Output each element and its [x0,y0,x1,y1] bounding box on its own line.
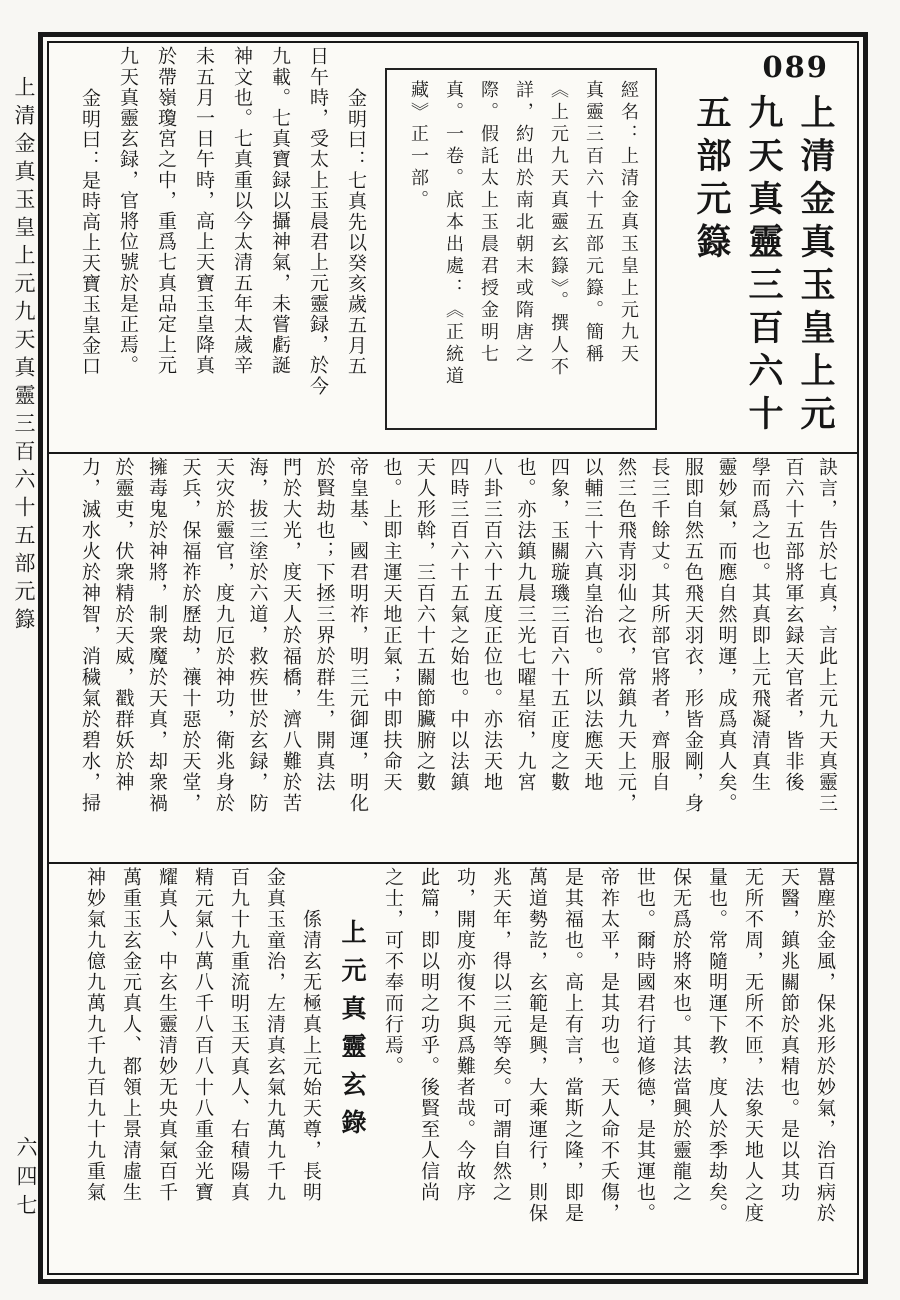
text-column: 於帶嶺瓊宮之中，重爲七真品定上元 [155,46,177,376]
colophon-column: 真靈三百六十五部元籙。簡稱 [583,80,604,366]
text-column: 金明曰：七真先以癸亥歲五月五 [345,88,367,377]
text-column: 四象，玉關璇璣三百六十五正度之數 [548,456,570,793]
colophon-column: 經名：上清金真玉皇上元九天 [618,80,639,366]
text-column: 神文也。七真重以今太清五年太歲辛 [231,46,253,376]
text-column: 八卦三百六十五度正位也。亦法天地 [481,456,503,793]
text-column: 萬道勢訖，玄範是興，大乘運行，則保 [526,867,548,1225]
colophon-column: 際。假託太上玉晨君授金明七 [478,80,499,366]
text-column: 於賢劫也；下拯三界於群生，開真法 [313,456,336,793]
register-top [49,43,857,454]
margin-running-title: 上清金真玉皇上元九天真靈三百六十五部元籙 [12,76,36,636]
text-column: 功，開度亦復不與爲難者哉。今故序 [454,867,476,1204]
text-column: 也。上即主運天地正氣；中即扶命天 [380,456,403,793]
text-column: 是其福也。高上有言，當斯之隆，即是 [562,867,584,1225]
text-column: 百六十五部將軍玄録天官者，皆非後 [782,456,805,793]
text-column: 兆天年，得以三元等矣。可謂自然之 [490,867,512,1204]
text-column: 神妙氣九億九萬九千九百九十九重氣 [84,867,106,1204]
scripture-title [663,94,843,438]
text-column: 然三色飛青羽仙之衣，常鎮九天上元， [615,456,637,814]
page-frame [38,32,868,1284]
text-column: 力，滅水火於神智，消穢氣於碧水，掃 [79,456,101,814]
text-column: 服即自然五色飛天羽衣，形皆金剛，身 [682,456,704,814]
text-column: 九天真靈玄録，官將位號於是正焉。 [117,46,139,376]
text-column: 金明曰：是時高上天寶玉皇金口 [79,88,101,377]
text-column: 天灾於靈官，度九厄於神功，衛兆身於 [213,456,235,814]
text-column: 天兵，保福祚於歷劫，禳十惡於天堂， [179,456,202,814]
text-column: 帝祚太平，是其功也。天人命不夭傷， [598,867,620,1225]
text-column: 訣言，告於七真，言此上元九天真靈三 [816,456,838,814]
text-column: 九載。七真寶録以攝神氣，未嘗虧誕 [269,46,291,376]
text-column: 帝皇基、國君明祚，明三元御運，明化 [347,456,369,814]
text-column: 四時三百六十五氣之始也。中以法鎮 [447,456,470,793]
text-column: 无所不周，无所不匝，法象天地人之度 [742,867,764,1225]
register-middle [49,454,857,865]
text-column: 天人形斡，三百六十五關節臟腑之數 [414,456,436,793]
text-column: 以輔三十六真皇治也。所以法應天地 [581,456,604,793]
scripture-title-line: 五部元籙 [691,94,732,266]
text-column: 囂塵於金風，保兆形於妙氣，治百病於 [814,867,836,1225]
colophon-column: 藏》正一部。 [408,80,429,212]
text-column: 之士，可不奉而行焉。 [382,867,404,1078]
text-column: 學而爲之也。其真即上元飛凝清真生 [749,456,771,793]
text-column: 門於大光，度天人於福橋，濟八難於苦 [280,456,302,814]
text-column: 係清玄无極真上元始天尊，長明 [300,909,322,1204]
text-column: 未五月一日午時，高上天寶玉皇降真 [193,46,215,376]
text-column: 金真玉童治，左清真玄氣九萬九千九 [264,867,286,1204]
text-column: 保无爲於將來也。其法當興於靈龍之 [670,867,692,1204]
text-column: 量也。常隨明運下教，度人於季劫矣。 [706,867,728,1225]
scripture-title-line: 上清金真玉皇上元 [795,94,836,438]
page-number: 089 [762,50,829,84]
text-column: 世也。爾時國君行道修德，是其運也。 [634,867,656,1225]
title-block [663,46,843,449]
text-column: 天醫，鎮兆關節於真精也。是以其功 [778,867,800,1204]
text-column: 長三千餘丈。其所部官將者，齊服自 [648,456,671,793]
text-column: 百九十九重流明玉天真人、右積陽真 [228,867,250,1204]
text-column: 日午時，受太上玉晨君上元靈録，於今 [307,46,329,397]
text-column: 上元真靈玄錄 [338,919,367,1148]
text-column: 耀真人、中玄生靈清妙无央真氣百千 [156,867,178,1204]
scripture-name-box [385,68,657,430]
text-column: 靈妙氣，而應自然明運，成爲真人矣。 [715,456,738,814]
folio-number: 六四七 [14,1136,38,1223]
text-column: 於靈吏，伏衆精於天威，戳群妖於神 [112,456,135,793]
colophon-column: 真。一卷。底本出處：《正統道 [443,80,464,388]
colophon-column: 《上元九天真靈玄籙》。撰人不 [548,80,569,379]
page-frame-inner [47,41,859,1275]
text-column: 此篇，即以明之功乎。後賢至人信尚 [418,867,440,1204]
register-top-text [63,46,375,449]
text-column: 精元氣八萬八千八百八十八重金光寶 [192,867,214,1204]
colophon-column: 詳，約出於南北朝末或隋唐之 [513,80,534,366]
text-column: 擁毒鬼於神將，制衆魔於天真，却衆禍 [146,456,168,814]
scripture-title-line: 九天真靈三百六十 [743,94,784,438]
text-column: 海，拔三塗於六道，救疾世於玄録，防 [246,456,269,814]
text-column: 也。亦法鎮九晨三光七曜星宿，九宮 [514,456,537,793]
register-bottom [49,864,857,1273]
text-column: 萬重玉玄金元真人、都領上景清虛生 [120,867,142,1204]
